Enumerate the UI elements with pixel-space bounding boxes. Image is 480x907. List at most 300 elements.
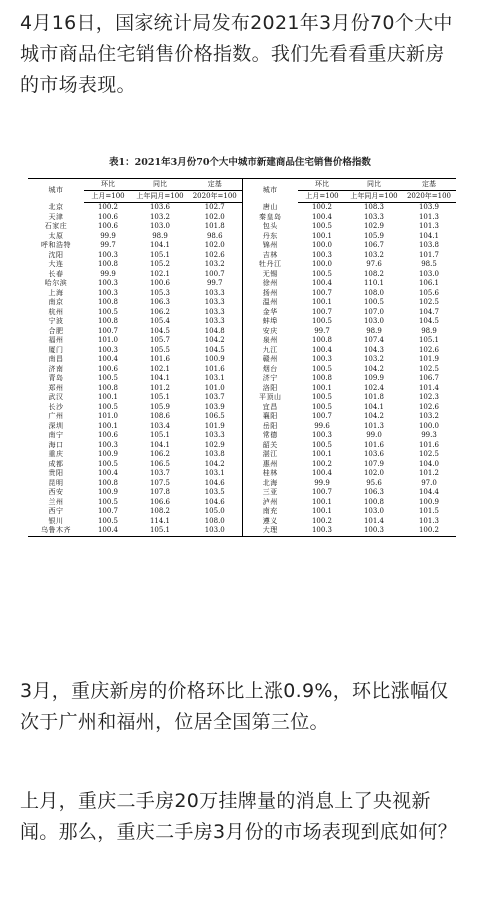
cell-yoy-left: 101.6: [149, 355, 171, 363]
cell-base-left: 103.3: [204, 431, 225, 439]
table-row: [28, 327, 456, 337]
cell-base-left: 102.9: [204, 440, 225, 449]
cell-city-right: 秦皇岛: [242, 213, 298, 223]
cell-yoy-left: 114.1: [149, 516, 171, 525]
cell-base-left: 103.2: [204, 260, 225, 268]
cell-base-right: 102.3: [418, 393, 440, 401]
cell-base-left: 103.3: [204, 317, 225, 325]
cell-base-left: 103.8: [204, 450, 225, 458]
cell-yoy-left: 106.5: [149, 459, 171, 468]
cell-mom-left: 100.4: [84, 526, 132, 536]
cell-base-left: 102.7: [204, 203, 225, 211]
cell-city-right: 吉林: [242, 251, 298, 261]
table-row: [28, 298, 456, 308]
cell-mom-left: 100.5: [97, 307, 119, 316]
cell-city-right: 遵义: [242, 517, 298, 527]
cell-mom-left: 100.8: [97, 478, 119, 487]
cell-city-left: 银川: [48, 516, 64, 525]
cell-mom-left: 100.3: [97, 279, 119, 287]
cell-mom-right: 100.3: [298, 526, 346, 536]
cell-yoy-left: 105.3: [149, 288, 171, 297]
cell-yoy-right: 108.2: [363, 269, 385, 278]
table-row: [28, 270, 456, 280]
cell-city-right: 北海: [242, 479, 298, 489]
cell-mom-left: 100.5: [97, 402, 119, 411]
cell-city-right: 岳阳: [242, 422, 298, 432]
cell-mom-right: 100.2: [311, 459, 333, 468]
cell-yoy-right: 110.1: [363, 279, 385, 287]
cell-yoy-left: 102.1: [149, 269, 171, 278]
header-base-left: 定基: [188, 179, 242, 191]
cell-city-left: 哈尔滨: [44, 279, 68, 287]
cell-mom-left: 100.3: [97, 440, 119, 449]
table-row: [28, 222, 456, 232]
subheader-yoy-left: 上年同月=100: [132, 191, 188, 203]
cell-city-right: 无锡: [242, 270, 298, 280]
header-mom-right: 环比: [298, 179, 346, 191]
cell-base-right: 102.5: [418, 450, 440, 458]
subheader-mom-left: 上月=100: [84, 191, 132, 203]
cell-base-left: 98.6: [206, 231, 223, 240]
cell-mom-left: 99.9: [100, 231, 116, 240]
cell-city-left: 长春: [48, 269, 64, 278]
cell-mom-right: 100.5: [311, 269, 333, 278]
cell-mom-left: 100.3: [97, 345, 119, 354]
cell-mom-left: 101.0: [97, 412, 119, 420]
header-base-right: 定基: [402, 179, 456, 191]
cell-base-left: 103.3: [204, 298, 225, 306]
table-row: [28, 365, 456, 375]
cell-mom-right: 100.4: [311, 279, 333, 287]
cell-city-right: 大理: [242, 526, 298, 536]
cell-base-right: 105.1: [418, 336, 440, 344]
cell-mom-left: 99.9: [100, 269, 116, 278]
cell-base-left: 100.9: [204, 355, 225, 363]
second-hand-paragraph: 上月，重庆二手房20万挂牌量的消息上了央视新闻。那么，重庆二手房3月份的市场表现到底如何？: [20, 790, 457, 843]
table-row: [28, 355, 456, 365]
table-body: [28, 203, 456, 537]
cell-base-left: 103.7: [204, 393, 225, 401]
cell-city-right: 洛阳: [242, 384, 298, 394]
cell-city-left: 宁波: [48, 317, 64, 325]
cell-yoy-left: 105.1: [149, 393, 171, 401]
cell-city-left: 呼和浩特: [41, 241, 71, 249]
cell-city-right: 宜昌: [242, 403, 298, 413]
cell-base-left: 104.8: [204, 326, 225, 335]
cell-base-right: 102.6: [418, 402, 440, 411]
cell-yoy-left: 104.1: [149, 374, 171, 382]
cell-base-left: 100.7: [204, 269, 225, 278]
cell-mom-right: 100.1: [311, 383, 333, 392]
cell-city-left: 长沙: [48, 402, 64, 411]
cell-mom-right: 100.7: [311, 288, 333, 297]
price-index-table-image: [22, 156, 458, 630]
cell-yoy-right: 103.0: [363, 317, 385, 325]
cell-mom-left: 100.2: [97, 203, 119, 211]
cell-city-left: 成都: [48, 459, 64, 468]
cell-base-left: 102.0: [204, 241, 225, 249]
cell-yoy-left: 107.8: [149, 488, 171, 496]
cell-yoy-left: 105.4: [149, 317, 171, 325]
cell-yoy-right: 108.3: [363, 203, 385, 211]
table-row: [28, 213, 456, 223]
cell-mom-left: 100.1: [97, 421, 119, 430]
cell-yoy-left: 107.5: [149, 478, 171, 487]
cell-base-left: 108.0: [204, 516, 225, 525]
cell-base-right: 106.7: [418, 374, 440, 382]
cell-base-right: 104.5: [418, 317, 440, 325]
cell-city-right: 泉州: [242, 336, 298, 346]
cell-city-right: 三亚: [242, 488, 298, 498]
cell-city-right: 丹东: [242, 232, 298, 242]
cell-base-left: 104.2: [204, 459, 225, 468]
cell-mom-right: 100.5: [311, 364, 333, 373]
cell-yoy-right: 108.0: [363, 288, 385, 297]
cell-yoy-right: 98.9: [366, 326, 382, 335]
cell-city-left: 北京: [48, 202, 64, 211]
cell-yoy-right: 104.3: [363, 345, 385, 354]
cell-mom-right: 100.4: [311, 345, 333, 354]
cell-base-left: 103.5: [204, 488, 225, 496]
table-row: [28, 441, 456, 451]
cell-base-right: 103.9: [418, 203, 440, 211]
table-row: [28, 336, 456, 346]
cell-yoy-left: 103.0: [149, 222, 171, 230]
cell-base-right: 105.6: [418, 288, 440, 297]
cell-yoy-left: 100.6: [149, 279, 171, 287]
cell-city-right: 济宁: [242, 374, 298, 384]
cell-city-left: 上海: [48, 288, 64, 297]
cell-base-right: 104.7: [418, 307, 440, 316]
cell-mom-left: 100.6: [97, 222, 119, 230]
header-mom-left: 环比: [84, 179, 132, 191]
cell-yoy-left: 105.9: [149, 402, 171, 411]
cell-city-right: 徐州: [242, 279, 298, 289]
cell-yoy-left: 101.2: [149, 383, 171, 392]
cell-base-left: 103.3: [204, 307, 225, 316]
cell-yoy-left: 103.6: [149, 203, 171, 211]
cell-yoy-left: 108.2: [149, 507, 171, 515]
cell-yoy-left: 103.7: [149, 469, 171, 477]
cell-yoy-left: 103.2: [149, 212, 171, 221]
cell-yoy-right: 103.6: [363, 450, 385, 458]
cell-base-right: 104.4: [418, 488, 440, 496]
table-row: [28, 517, 456, 527]
subheader-base-left: 2020年=100: [188, 191, 242, 203]
cell-base-right: 103.0: [418, 269, 440, 278]
cell-mom-left: 100.5: [97, 497, 119, 506]
cell-yoy-right: 104.1: [363, 402, 385, 411]
cell-base-left: 103.9: [204, 402, 225, 411]
cell-city-right: 常德: [242, 431, 298, 441]
cell-city-right: 锦州: [242, 241, 298, 251]
cell-mom-left: 100.9: [97, 488, 119, 496]
cell-yoy-left: 108.6: [149, 412, 171, 420]
cell-mom-left: 100.8: [97, 298, 119, 306]
cell-mom-right: 100.5: [311, 222, 333, 230]
cell-yoy-left: 105.1: [132, 526, 188, 536]
cell-city-left: 乌鲁木齐: [28, 526, 84, 536]
cell-base-right: 101.6: [418, 440, 440, 449]
cell-mom-right: 100.7: [311, 307, 333, 316]
cell-city-left: 沈阳: [48, 250, 64, 259]
cell-city-left: 武汉: [48, 393, 64, 401]
cell-city-left: 昆明: [48, 478, 64, 487]
cell-yoy-right: 104.2: [363, 364, 385, 373]
cell-yoy-right: 101.8: [363, 393, 385, 401]
subheader-base-right: 2020年=100: [402, 191, 456, 203]
cell-mom-right: 100.1: [311, 298, 333, 306]
cell-yoy-right: 100.8: [363, 497, 385, 506]
cell-mom-right: 100.8: [311, 374, 333, 382]
table-row: [28, 469, 456, 479]
cell-city-left: 广州: [48, 412, 64, 420]
table-row: [28, 393, 456, 403]
cell-base-left: 99.7: [206, 279, 223, 287]
table-row: [28, 260, 456, 270]
cell-city-left: 济南: [48, 364, 64, 373]
cell-mom-right: 100.0: [311, 241, 333, 249]
cell-base-right: 97.0: [421, 478, 437, 487]
cell-city-right: 包头: [242, 222, 298, 232]
intro-paragraph: 4月16日，国家统计局发布2021年3月份70个大中城市商品住宅销售价格指数。我们先看看重庆新房的市场表现。: [20, 12, 453, 96]
cell-mom-right: 100.1: [311, 497, 333, 506]
table-row: [28, 384, 456, 394]
table-row: [28, 498, 456, 508]
cell-yoy-right: 102.9: [363, 222, 385, 230]
cell-mom-left: 100.3: [97, 250, 119, 259]
cell-base-right: 101.3: [418, 222, 440, 230]
cell-yoy-right: 104.2: [363, 412, 385, 420]
table-row: [28, 308, 456, 318]
cell-yoy-right: 103.0: [363, 507, 385, 515]
header-yoy-left: 同比: [132, 179, 188, 191]
cell-city-right: 韶关: [242, 441, 298, 451]
cell-yoy-left: 106.2: [149, 450, 171, 458]
cell-mom-right: 100.1: [311, 507, 333, 515]
table-row: [28, 317, 456, 327]
cell-yoy-right: 102.0: [363, 469, 385, 477]
cell-mom-left: 100.6: [97, 212, 119, 221]
cell-base-right: 106.1: [418, 279, 440, 287]
cell-city-right: 惠州: [242, 460, 298, 470]
cell-city-right: 扬州: [242, 289, 298, 299]
cell-yoy-right: 100.3: [346, 526, 402, 536]
cell-city-right: 烟台: [242, 365, 298, 375]
cell-yoy-right: 97.6: [366, 260, 382, 268]
header-city-left: 城市: [28, 179, 84, 203]
cell-yoy-left: 104.5: [149, 326, 171, 335]
cell-yoy-right: 100.5: [363, 298, 385, 306]
cell-base-right: 102.5: [418, 298, 440, 306]
cell-mom-right: 100.0: [311, 260, 333, 268]
cell-mom-left: 100.6: [97, 364, 119, 373]
cell-base-right: 100.2: [402, 526, 456, 536]
table-row: [28, 241, 456, 251]
cell-base-right: 99.3: [421, 431, 437, 439]
cell-mom-right: 100.2: [311, 203, 333, 211]
cell-base-right: 102.6: [418, 345, 440, 354]
cell-mom-right: 100.7: [311, 412, 333, 420]
cell-city-left: 合肥: [48, 326, 64, 335]
cell-base-right: 103.8: [418, 241, 440, 249]
cell-city-left: 海口: [48, 440, 64, 449]
cell-yoy-right: 107.9: [363, 459, 385, 468]
cell-base-left: 104.5: [204, 345, 225, 354]
cell-yoy-right: 106.3: [363, 488, 385, 496]
cell-city-right: 唐山: [242, 203, 298, 213]
cell-mom-left: 100.8: [97, 260, 119, 268]
cell-yoy-right: 109.9: [363, 374, 385, 382]
cell-city-left: 兰州: [48, 497, 64, 506]
cell-yoy-left: 106.6: [149, 497, 171, 506]
cell-mom-left: 100.5: [97, 459, 119, 468]
cell-yoy-left: 105.1: [149, 250, 171, 259]
table-row: [28, 450, 456, 460]
cell-yoy-right: 99.0: [366, 431, 382, 439]
cell-yoy-right: 103.2: [363, 250, 385, 259]
cell-mom-left: 100.8: [97, 383, 119, 392]
price-index-table: [28, 178, 456, 537]
table-row: [28, 403, 456, 413]
table-row: [28, 232, 456, 242]
cell-base-left: 101.0: [204, 383, 225, 392]
cell-yoy-right: 107.0: [363, 307, 385, 316]
cell-base-left: 103.0: [188, 526, 242, 536]
table-row: [28, 422, 456, 432]
cell-city-right: 襄阳: [242, 412, 298, 422]
cell-yoy-left: 105.2: [149, 260, 171, 268]
cell-base-left: 102.0: [204, 212, 225, 221]
cell-yoy-left: 106.3: [149, 298, 171, 306]
table-row: [28, 460, 456, 470]
cell-base-left: 103.1: [204, 469, 225, 477]
cell-mom-left: 100.4: [97, 469, 119, 477]
cell-yoy-right: 101.3: [363, 421, 385, 430]
table-row: [28, 479, 456, 489]
table-row: [28, 279, 456, 289]
cell-city-left: 重庆: [48, 450, 64, 458]
cell-city-left: 西宁: [48, 507, 64, 515]
cell-yoy-right: 103.2: [363, 355, 385, 363]
cell-city-left: 天津: [48, 212, 64, 221]
cell-city-right: 南充: [242, 507, 298, 517]
header-city-right: 城市: [242, 179, 298, 203]
cell-city-right: 泸州: [242, 498, 298, 508]
table-row: [28, 412, 456, 422]
cell-yoy-left: 105.5: [149, 345, 171, 354]
cell-yoy-right: 106.7: [363, 241, 385, 249]
cell-mom-right: 100.5: [311, 317, 333, 325]
cell-mom-left: 100.5: [97, 374, 119, 382]
cell-city-left: 深圳: [48, 421, 64, 430]
cell-base-right: 100.9: [418, 497, 440, 506]
cell-city-left: 石家庄: [44, 222, 68, 230]
cell-yoy-right: 107.4: [363, 336, 385, 344]
cell-base-right: 101.2: [418, 469, 440, 477]
rank-paragraph: 3月，重庆新房的价格环比上涨0.9%，环比涨幅仅次于广州和福州，位居全国第三位。: [20, 680, 449, 733]
cell-mom-right: 100.3: [311, 355, 333, 363]
cell-yoy-left: 98.9: [152, 231, 168, 240]
cell-mom-left: 100.1: [97, 393, 119, 401]
cell-base-left: 101.6: [204, 364, 225, 373]
cell-yoy-left: 105.1: [149, 431, 171, 439]
cell-base-right: 101.4: [418, 383, 440, 392]
header-yoy-right: 同比: [346, 179, 402, 191]
table-row: [28, 431, 456, 441]
table-row: [28, 251, 456, 261]
cell-city-right: 桂林: [242, 469, 298, 479]
cell-city-left: 杭州: [48, 307, 64, 316]
cell-city-right: 金华: [242, 308, 298, 318]
cell-mom-left: 100.3: [97, 288, 119, 297]
cell-base-right: 104.1: [418, 231, 440, 240]
cell-city-left: 南宁: [48, 431, 64, 439]
cell-base-left: 101.9: [204, 421, 225, 430]
cell-city-left: 西安: [48, 488, 64, 496]
cell-city-left: 贵阳: [48, 469, 64, 477]
cell-base-right: 103.2: [418, 412, 440, 420]
cell-city-right: 牡丹江: [242, 260, 298, 270]
table-row: [28, 346, 456, 356]
cell-yoy-right: 105.9: [363, 231, 385, 240]
table-row: [28, 488, 456, 498]
cell-mom-right: 100.7: [311, 488, 333, 496]
cell-base-right: 104.0: [418, 459, 440, 468]
cell-base-left: 103.3: [204, 288, 225, 297]
cell-city-left: 南京: [48, 298, 64, 306]
cell-base-left: 106.5: [204, 412, 225, 420]
cell-base-right: 101.5: [418, 507, 440, 515]
cell-city-left: 厦门: [48, 345, 64, 354]
cell-yoy-right: 103.3: [363, 212, 385, 221]
cell-base-right: 101.9: [418, 355, 440, 363]
cell-mom-left: 100.4: [97, 355, 119, 363]
cell-mom-right: 100.1: [311, 231, 333, 240]
cell-base-right: 101.3: [418, 516, 440, 525]
cell-city-right: 九江: [242, 346, 298, 356]
cell-base-right: 100.0: [418, 421, 440, 430]
cell-yoy-right: 101.6: [363, 440, 385, 449]
cell-yoy-left: 104.1: [149, 241, 171, 249]
cell-yoy-left: 102.1: [149, 364, 171, 373]
table-row: [28, 289, 456, 299]
cell-city-left: 郑州: [48, 383, 64, 392]
table-title: 表1：2021年3月份70个大中城市新建商品住宅销售价格指数: [109, 157, 371, 168]
cell-mom-left: 100.5: [97, 516, 119, 525]
cell-base-left: 101.8: [204, 222, 225, 230]
cell-mom-left: 101.0: [97, 336, 119, 344]
cell-base-left: 104.2: [204, 336, 225, 344]
cell-city-left: 福州: [48, 336, 64, 344]
cell-base-left: 105.0: [204, 507, 225, 515]
cell-base-left: 102.6: [204, 250, 225, 259]
cell-city-right: 温州: [242, 298, 298, 308]
cell-base-right: 98.9: [421, 326, 437, 335]
cell-mom-left: 100.7: [97, 507, 119, 515]
cell-city-left: 太原: [48, 231, 64, 240]
table-row: [28, 203, 456, 213]
table-row: [28, 526, 456, 536]
cell-base-right: 102.5: [418, 364, 440, 373]
cell-city-right: 安庆: [242, 327, 298, 337]
cell-base-right: 101.3: [418, 212, 440, 221]
cell-base-right: 98.5: [421, 260, 437, 268]
cell-mom-right: 100.4: [311, 469, 333, 477]
cell-mom-right: 100.5: [311, 440, 333, 449]
cell-mom-right: 99.9: [314, 478, 330, 487]
cell-city-right: 平顶山: [242, 393, 298, 403]
